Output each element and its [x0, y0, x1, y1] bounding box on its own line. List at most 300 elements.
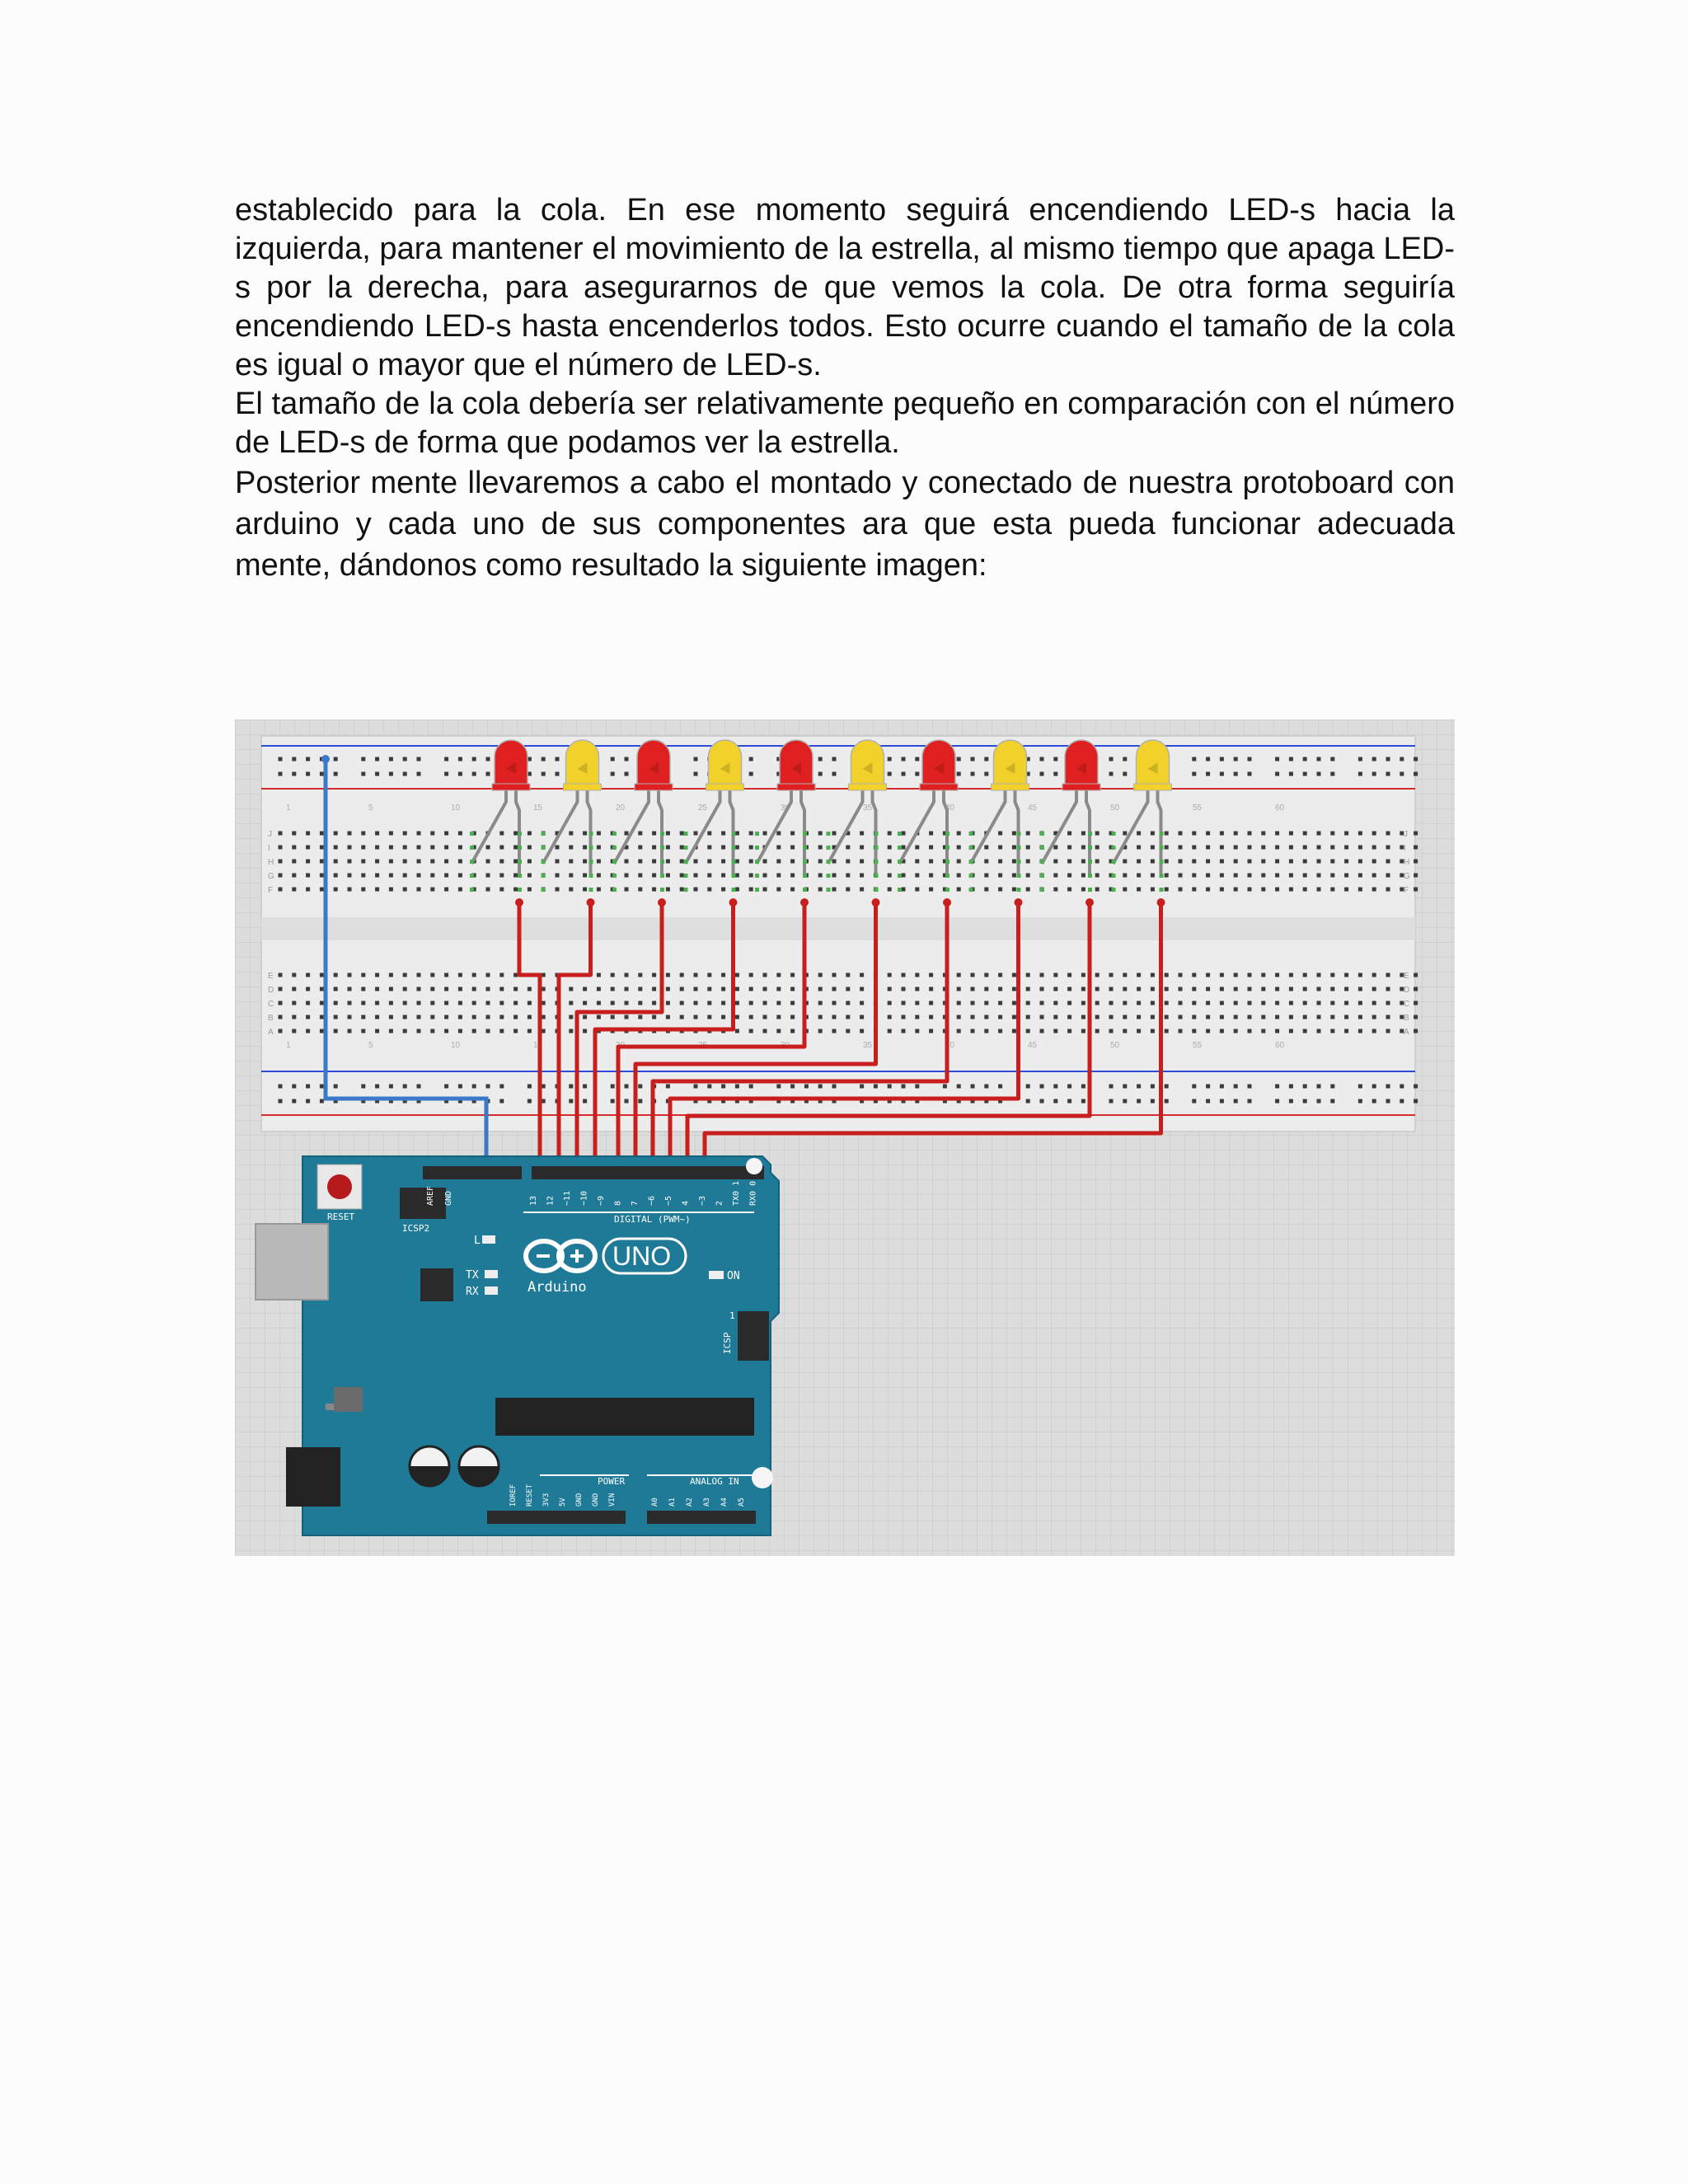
breadboard-hole — [292, 973, 296, 977]
breadboard-hole — [888, 874, 892, 878]
breadboard-hole — [1248, 772, 1252, 776]
breadboard-hole — [542, 772, 546, 776]
breadboard-hole — [1206, 1015, 1210, 1019]
breadboard-hole — [458, 1015, 462, 1019]
breadboard-hole — [569, 1001, 573, 1005]
breadboard-hole — [1206, 832, 1210, 836]
breadboard-hole — [1081, 1015, 1085, 1019]
breadboard-hole — [334, 1015, 338, 1019]
breadboard-hole — [361, 846, 365, 850]
breadboard-hole — [417, 1015, 421, 1019]
breadboard-hole — [1303, 987, 1307, 991]
breadboard-hole — [556, 772, 560, 776]
breadboard-hole — [1248, 1029, 1252, 1033]
breadboard-hole — [403, 1001, 407, 1005]
breadboard-hole — [1151, 1029, 1155, 1033]
breadboard-hole — [417, 772, 421, 776]
breadboard-hole — [1275, 757, 1279, 762]
breadboard-hole — [763, 832, 767, 836]
breadboard-hole — [597, 846, 601, 850]
breadboard-hole — [625, 832, 629, 836]
breadboard-hole — [1317, 874, 1321, 878]
breadboard-hole — [1289, 973, 1293, 977]
breadboard-hole — [361, 987, 365, 991]
row-letter: D — [268, 986, 274, 995]
breadboard-hole — [1123, 1099, 1127, 1104]
breadboard-hole — [597, 860, 601, 864]
breadboard-hole — [334, 1001, 338, 1005]
breadboard-hole — [583, 1015, 587, 1019]
breadboard-hole — [1081, 1001, 1085, 1005]
breadboard-hole — [1386, 987, 1390, 991]
breadboard-hole — [306, 846, 310, 850]
breadboard-hole — [1414, 1099, 1418, 1104]
breadboard-hole — [902, 772, 906, 776]
breadboard-hole — [597, 1015, 601, 1019]
breadboard-hole — [1220, 1099, 1224, 1104]
breadboard-hole — [1248, 860, 1252, 864]
breadboard-hole — [430, 1001, 434, 1005]
breadboard-hole — [860, 1029, 864, 1033]
breadboard-hole — [1317, 757, 1321, 762]
breadboard-hole — [846, 888, 850, 892]
breadboard-hole — [680, 846, 684, 850]
l-label: L — [474, 1235, 481, 1247]
breadboard-hole — [1330, 1001, 1334, 1005]
breadboard-hole — [348, 1001, 352, 1005]
breadboard-hole — [625, 973, 629, 977]
breadboard-hole — [279, 1001, 283, 1005]
breadboard-hole — [389, 987, 393, 991]
breadboard-hole — [513, 846, 518, 850]
breadboard-hole — [513, 987, 518, 991]
breadboard-hole — [348, 846, 352, 850]
breadboard-hole — [1289, 1015, 1293, 1019]
breadboard-hole — [1053, 757, 1057, 762]
breadboard-hole — [1053, 1099, 1057, 1104]
breadboard-hole — [1261, 846, 1265, 850]
breadboard-hole — [707, 860, 711, 864]
breadboard-hole — [998, 1015, 1002, 1019]
analog-label: ANALOG IN — [690, 1476, 739, 1487]
breadboard-hole — [860, 987, 864, 991]
breadboard-hole — [763, 1015, 767, 1019]
breadboard-hole — [403, 860, 407, 864]
breadboard-hole — [334, 757, 338, 762]
breadboard-hole — [652, 1015, 656, 1019]
icsp2-label: ICSP2 — [402, 1223, 430, 1234]
breadboard-hole — [1386, 1015, 1390, 1019]
breadboard-hole — [1123, 1015, 1127, 1019]
analog-pin-label: A3 — [703, 1497, 711, 1507]
breadboard-hole — [528, 1029, 532, 1033]
breadboard-hole — [1040, 987, 1044, 991]
breadboard-hole — [1095, 874, 1100, 878]
breadboard-hole — [846, 1015, 850, 1019]
breadboard-hole — [832, 973, 837, 977]
breadboard-hole — [458, 1085, 462, 1089]
column-number: 20 — [616, 804, 626, 813]
breadboard-hole — [902, 973, 906, 977]
breadboard-hole — [1151, 1099, 1155, 1104]
breadboard-hole — [1372, 757, 1376, 762]
wire-end — [587, 898, 595, 907]
breadboard-hole — [1137, 1001, 1141, 1005]
breadboard-hole — [694, 860, 698, 864]
breadboard-hole — [776, 832, 781, 836]
breadboard-hole — [984, 973, 988, 977]
column-number: 15 — [533, 1041, 543, 1050]
breadboard-hole — [1067, 1001, 1071, 1005]
breadboard-hole — [1137, 832, 1141, 836]
breadboard-hole — [1372, 1001, 1376, 1005]
breadboard-hole — [1261, 1029, 1265, 1033]
breadboard-hole — [1123, 987, 1127, 991]
breadboard-hole — [458, 1029, 462, 1033]
breadboard-hole — [1220, 772, 1224, 776]
breadboard-hole — [1414, 888, 1418, 892]
breadboard-hole — [957, 832, 961, 836]
breadboard-hole — [1179, 973, 1183, 977]
breadboard-hole — [638, 860, 642, 864]
breadboard-hole — [1317, 973, 1321, 977]
breadboard-hole — [1040, 757, 1044, 762]
breadboard-hole — [417, 987, 421, 991]
breadboard-hole — [1248, 1099, 1252, 1104]
breadboard-hole — [818, 888, 823, 892]
breadboard-hole — [1234, 1029, 1238, 1033]
breadboard-hole — [1289, 874, 1293, 878]
breadboard-hole — [1026, 846, 1030, 850]
breadboard-hole — [334, 846, 338, 850]
breadboard-hole — [1275, 973, 1279, 977]
breadboard-hole — [513, 1015, 518, 1019]
breadboard-hole — [638, 832, 642, 836]
breadboard-hole — [1040, 1029, 1044, 1033]
breadboard-hole — [763, 874, 767, 878]
breadboard-hole — [389, 757, 393, 762]
breadboard-hole — [984, 888, 988, 892]
breadboard-hole — [1067, 888, 1071, 892]
breadboard-hole — [694, 1085, 698, 1089]
breadboard-hole — [499, 888, 504, 892]
breadboard-hole — [1165, 846, 1169, 850]
breadboard-hole — [1344, 860, 1348, 864]
icsp-label: ICSP — [722, 1332, 733, 1354]
breadboard-hole — [957, 860, 961, 864]
breadboard-hole — [1372, 1029, 1376, 1033]
breadboard-hole — [1095, 846, 1100, 850]
breadboard-hole — [1192, 772, 1196, 776]
breadboard-hole — [971, 1001, 975, 1005]
breadboard-hole — [915, 1015, 919, 1019]
breadboard-hole — [320, 973, 324, 977]
breadboard-hole — [1220, 1029, 1224, 1033]
breadboard-hole — [1095, 1029, 1100, 1033]
breadboard-hole — [1192, 888, 1196, 892]
breadboard-hole — [513, 860, 518, 864]
breadboard-hole — [1123, 1029, 1127, 1033]
breadboard-hole — [902, 832, 906, 836]
breadboard-hole — [1317, 888, 1321, 892]
breadboard-hole — [430, 832, 434, 836]
breadboard-hole — [735, 973, 739, 977]
breadboard-hole — [611, 987, 615, 991]
column-number: 55 — [1193, 804, 1203, 813]
breadboard-hole — [1234, 987, 1238, 991]
breadboard-hole — [915, 973, 919, 977]
breadboard-hole — [832, 1015, 837, 1019]
breadboard-hole — [1137, 973, 1141, 977]
breadboard-hole — [1109, 1029, 1114, 1033]
breadboard-hole — [1303, 757, 1307, 762]
breadboard-hole — [1192, 860, 1196, 864]
breadboard-hole — [790, 1085, 795, 1089]
breadboard-hole — [998, 1085, 1002, 1089]
breadboard-hole — [818, 1001, 823, 1005]
breadboard-hole — [444, 1001, 448, 1005]
breadboard-hole — [279, 1015, 283, 1019]
on-label: ON — [727, 1270, 740, 1282]
breadboard-hole — [957, 1015, 961, 1019]
breadboard-hole — [375, 757, 379, 762]
breadboard-hole — [1109, 1099, 1114, 1104]
breadboard-hole — [403, 888, 407, 892]
breadboard-hole — [1165, 860, 1169, 864]
breadboard-hole — [1330, 888, 1334, 892]
breadboard-hole — [971, 1029, 975, 1033]
breadboard-hole — [998, 860, 1002, 864]
breadboard-hole — [998, 846, 1002, 850]
breadboard-hole — [1358, 1001, 1362, 1005]
breadboard-hole — [763, 973, 767, 977]
breadboard-hole — [1414, 832, 1418, 836]
breadboard-hole — [888, 1015, 892, 1019]
breadboard-hole — [1414, 1085, 1418, 1089]
breadboard-hole — [306, 772, 310, 776]
breadboard-hole — [528, 1001, 532, 1005]
breadboard-hole — [306, 1001, 310, 1005]
icsp2-header — [400, 1185, 446, 1219]
breadboard-hole — [1137, 860, 1141, 864]
breadboard-hole — [666, 1085, 670, 1089]
breadboard-hole — [929, 1029, 933, 1033]
breadboard-hole — [1289, 860, 1293, 864]
breadboard-hole — [430, 1015, 434, 1019]
breadboard-hole — [1081, 860, 1085, 864]
breadboard-hole — [320, 1099, 324, 1104]
breadboard-hole — [279, 973, 283, 977]
breadboard-hole — [888, 860, 892, 864]
breadboard-hole — [707, 832, 711, 836]
breadboard-hole — [1026, 1001, 1030, 1005]
breadboard-hole — [1400, 757, 1404, 762]
l-led — [482, 1235, 495, 1244]
breadboard-hole — [776, 987, 781, 991]
breadboard-hole — [611, 772, 615, 776]
breadboard-hole — [1414, 846, 1418, 850]
breadboard-hole — [444, 832, 448, 836]
breadboard-hole — [597, 874, 601, 878]
breadboard-hole — [1123, 757, 1127, 762]
breadboard-hole — [458, 874, 462, 878]
breadboard-hole — [499, 1015, 504, 1019]
breadboard-hole — [1261, 987, 1265, 991]
breadboard-hole — [1386, 1099, 1390, 1104]
breadboard-hole — [389, 973, 393, 977]
power-pin-label: RESET — [526, 1483, 534, 1507]
breadboard-hole — [569, 1015, 573, 1019]
breadboard-hole — [1067, 860, 1071, 864]
breadboard-hole — [1137, 874, 1141, 878]
breadboard-hole — [694, 987, 698, 991]
breadboard-hole — [1165, 1029, 1169, 1033]
breadboard-hole — [832, 888, 837, 892]
breadboard-hole — [735, 1001, 739, 1005]
breadboard-hole — [279, 987, 283, 991]
breadboard-hole — [1386, 860, 1390, 864]
breadboard-hole — [1414, 973, 1418, 977]
breadboard-hole — [472, 1015, 476, 1019]
breadboard-hole — [902, 987, 906, 991]
breadboard-hole — [1151, 987, 1155, 991]
breadboard-hole — [1109, 987, 1114, 991]
breadboard-hole — [1330, 973, 1334, 977]
breadboard-hole — [666, 1015, 670, 1019]
breadboard-hole — [874, 1085, 878, 1089]
reset-button-cap[interactable] — [327, 1174, 352, 1199]
breadboard-hole — [1234, 772, 1238, 776]
breadboard-hole — [721, 1015, 725, 1019]
breadboard-hole — [625, 1099, 629, 1104]
breadboard-hole — [279, 1029, 283, 1033]
breadboard-hole — [1289, 1029, 1293, 1033]
breadboard-hole — [569, 1099, 573, 1104]
breadboard-hole — [486, 987, 490, 991]
breadboard-hole — [902, 1001, 906, 1005]
breadboard-hole — [832, 757, 837, 762]
breadboard-hole — [707, 1085, 711, 1089]
digital-header-right — [532, 1166, 764, 1179]
breadboard-hole — [998, 888, 1002, 892]
breadboard-hole — [680, 1001, 684, 1005]
breadboard-hole — [1234, 1099, 1238, 1104]
breadboard-hole — [306, 1099, 310, 1104]
icsp-header — [738, 1311, 769, 1361]
breadboard-hole — [652, 973, 656, 977]
breadboard-hole — [292, 1001, 296, 1005]
breadboard-hole — [1317, 860, 1321, 864]
breadboard-hole — [638, 888, 642, 892]
breadboard-hole — [320, 860, 324, 864]
breadboard-hole — [499, 973, 504, 977]
breadboard-hole — [832, 1085, 837, 1089]
breadboard-hole — [1261, 832, 1265, 836]
breadboard-hole — [513, 1029, 518, 1033]
breadboard-hole — [666, 987, 670, 991]
breadboard-hole — [1026, 832, 1030, 836]
breadboard-hole — [957, 757, 961, 762]
breadboard-hole — [361, 1085, 365, 1089]
breadboard-hole — [1137, 1099, 1141, 1104]
analog-pin-label: A0 — [651, 1497, 659, 1507]
breadboard-hole — [1303, 1029, 1307, 1033]
breadboard-hole — [888, 772, 892, 776]
wire-end — [872, 898, 880, 907]
breadboard-hole — [1372, 832, 1376, 836]
breadboard-hole — [680, 888, 684, 892]
breadboard-hole — [1275, 846, 1279, 850]
circuit-figure — [235, 719, 1455, 1556]
breadboard-hole — [735, 846, 739, 850]
breadboard-hole — [430, 846, 434, 850]
breadboard-hole — [984, 846, 988, 850]
breadboard-hole — [444, 1015, 448, 1019]
breadboard-hole — [1220, 1015, 1224, 1019]
breadboard-hole — [417, 973, 421, 977]
breadboard-hole — [1372, 973, 1376, 977]
breadboard-hole — [334, 888, 338, 892]
breadboard-hole — [375, 1001, 379, 1005]
breadboard-hole — [583, 888, 587, 892]
breadboard-hole — [1386, 832, 1390, 836]
breadboard-hole — [389, 846, 393, 850]
breadboard-hole — [1220, 860, 1224, 864]
breadboard-hole — [1386, 973, 1390, 977]
breadboard-hole — [721, 1001, 725, 1005]
breadboard-hole — [1151, 832, 1155, 836]
breadboard-hole — [902, 1015, 906, 1019]
breadboard-hole — [292, 832, 296, 836]
breadboard-hole — [1081, 888, 1085, 892]
breadboard-hole — [472, 1001, 476, 1005]
breadboard-hole — [1053, 860, 1057, 864]
usb-connector — [256, 1224, 328, 1300]
breadboard-hole — [1053, 1085, 1057, 1089]
breadboard-hole — [749, 772, 753, 776]
breadboard-hole — [375, 846, 379, 850]
breadboard-hole — [902, 757, 906, 762]
breadboard-hole — [430, 860, 434, 864]
breadboard-hole — [929, 973, 933, 977]
breadboard-hole — [625, 772, 629, 776]
breadboard-hole — [458, 832, 462, 836]
breadboard-hole — [1386, 757, 1390, 762]
breadboard-hole — [583, 1099, 587, 1104]
row-letter: J — [268, 830, 272, 839]
breadboard-hole — [444, 1029, 448, 1033]
breadboard-hole — [929, 846, 933, 850]
breadboard-hole — [1372, 860, 1376, 864]
breadboard-hole — [998, 832, 1002, 836]
breadboard-hole — [1275, 1001, 1279, 1005]
breadboard-hole — [694, 888, 698, 892]
breadboard-hole — [1220, 832, 1224, 836]
breadboard-hole — [583, 846, 587, 850]
breadboard-hole — [1261, 1001, 1265, 1005]
breadboard-hole — [1275, 1029, 1279, 1033]
breadboard-hole — [735, 987, 739, 991]
breadboard-hole — [1206, 1085, 1210, 1089]
breadboard-hole — [666, 860, 670, 864]
breadboard-hole — [458, 846, 462, 850]
breadboard-hole — [1234, 832, 1238, 836]
breadboard-hole — [1179, 888, 1183, 892]
breadboard-hole — [707, 888, 711, 892]
breadboard-hole — [776, 1029, 781, 1033]
column-number: 60 — [1275, 804, 1285, 813]
breadboard-hole — [486, 860, 490, 864]
